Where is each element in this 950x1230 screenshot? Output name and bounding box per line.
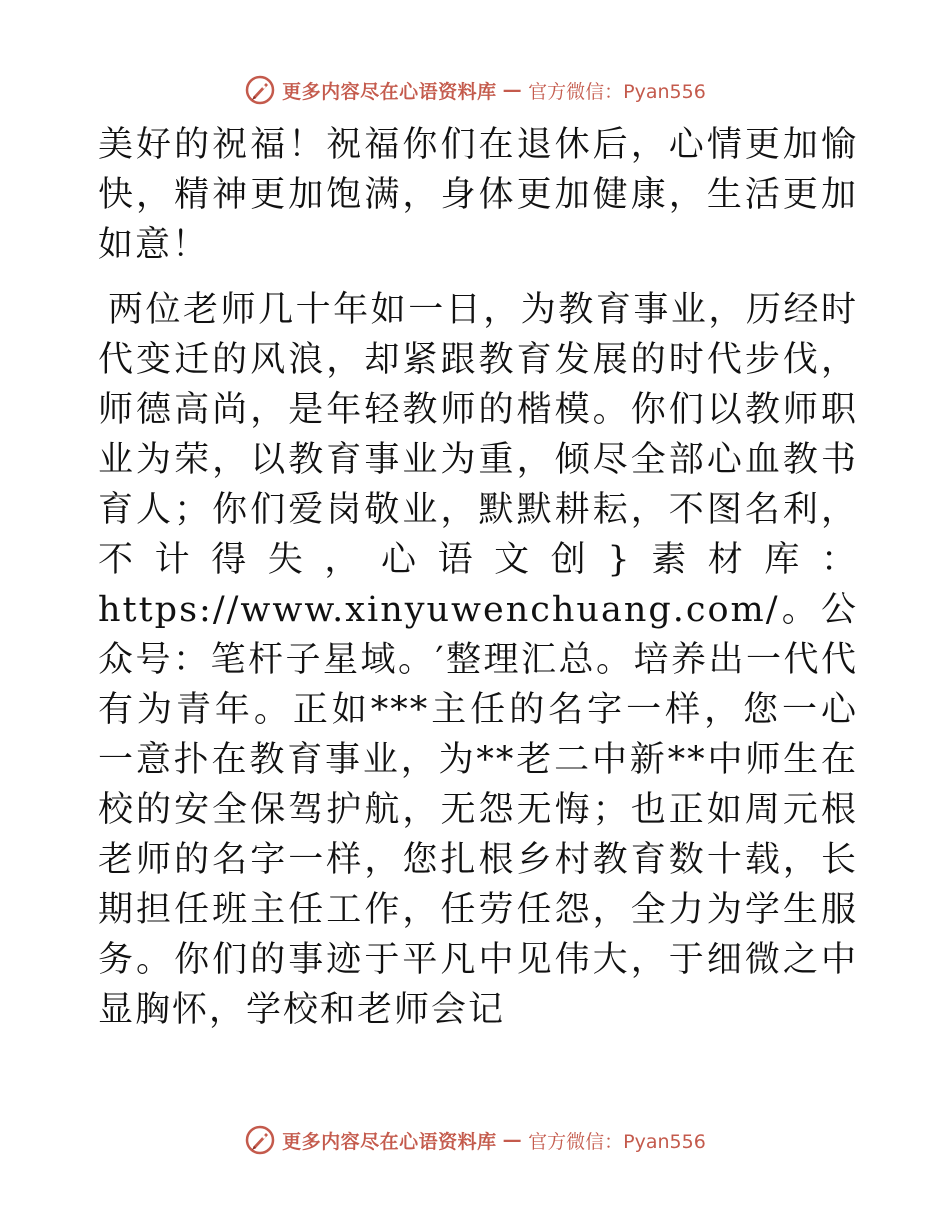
paragraph-2: 两位老师几十年如一日，为教育事业，历经时代变迁的风浪，却紧跟教育发展的时代步伐，师德高尚，是年轻教师的楷模。你们以教师职业为荣，以教育事业为重，倾尽全部心血教书育人；你们爱岗敬业，默默耕耘，不图名利，不计得失，心语文创}素材库：https://www.xinyuwenchuang.com/。公众号：笔杆子星域。′整理汇总。培养出一代代有为青年。正如***主任的名字一样，您一心一意扑在教育事业，为**老二中新**中师生在校的安全保驾护航，无怨无悔；也正如周元根老师的名字一样，您扎根乡村教育数十载，长期担任班主任工作，任劳任怨，全力为学生服务。你们的事迹于平凡中见伟大，于细微之中显胸怀，学校和老师会记: [98, 290, 858, 1030]
banner-wechat: 官方微信：Pyan556: [528, 1130, 706, 1153]
footer-banner: [0, 1122, 950, 1158]
header-banner: [0, 72, 950, 108]
document-body: [98, 120, 858, 1035]
banner-separator: —: [502, 79, 523, 101]
banner-text: 更多内容尽在心语资料库: [282, 1130, 497, 1153]
paragraph-1: 美好的祝福！祝福你们在退休后，心情更加愉快，精神更加饱满，身体更加健康，生活更加如意！: [98, 125, 858, 265]
banner-wechat: 官方微信：Pyan556: [528, 80, 706, 103]
quill-pen-icon: [244, 74, 276, 106]
banner-text: 更多内容尽在心语资料库: [282, 80, 497, 103]
quill-pen-icon: [244, 1124, 276, 1156]
banner-separator: —: [502, 1129, 523, 1151]
